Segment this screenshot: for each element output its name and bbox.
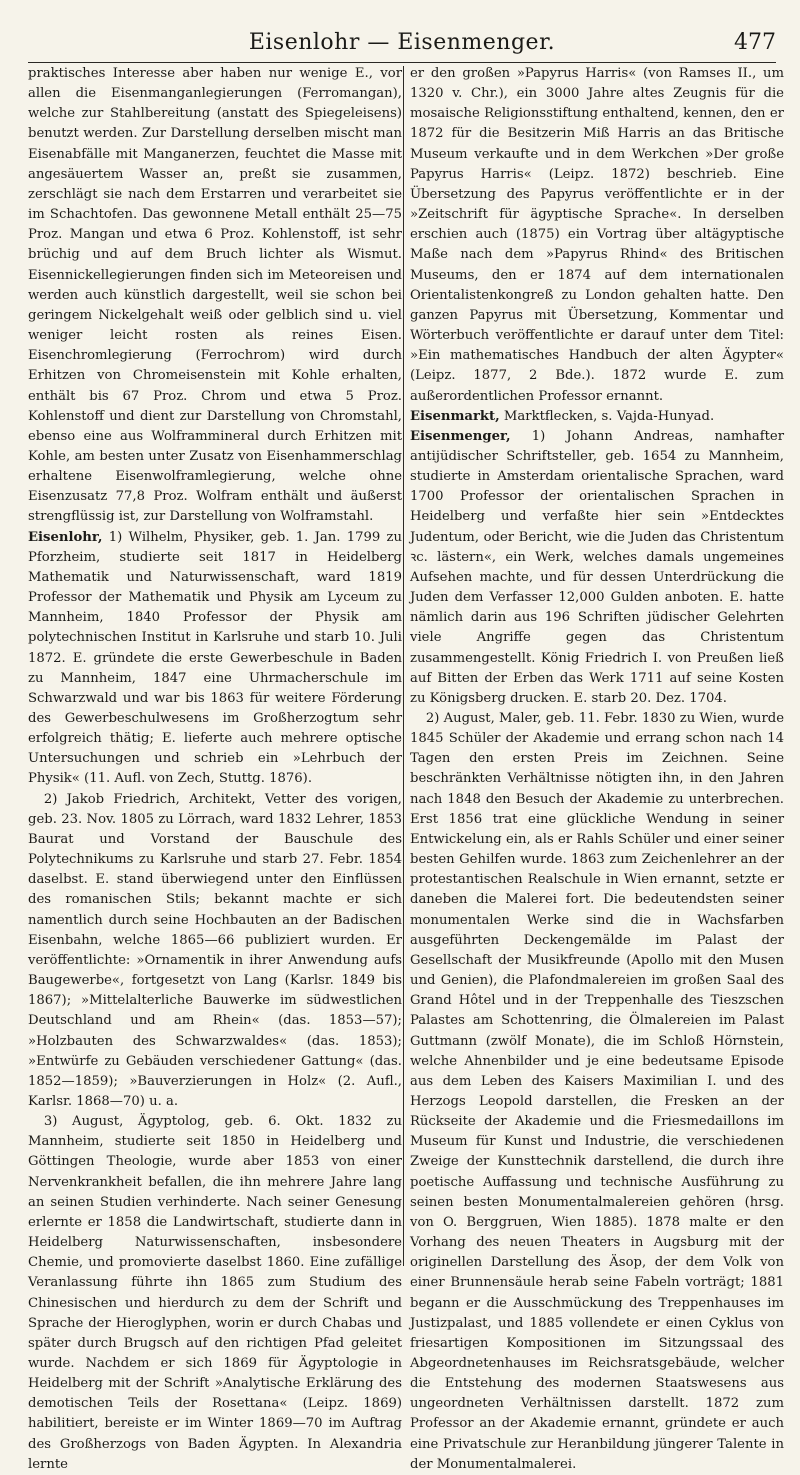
entry-eisenmarkt-text: Marktflecken, s. Vajda-Hunyad. — [499, 408, 715, 424]
header-rule — [28, 62, 776, 63]
entry-eisenmenger — [410, 427, 784, 709]
running-head: Eisenlohr — Eisenmenger. — [248, 30, 556, 55]
headword-eisenmenger: Eisenmenger, — [410, 428, 511, 444]
article-continuation-right: er den großen »Papyrus Harris« (von Ramses II., um 1320 v. Chr.), ein 3000 Jahre altes Zeugnis für die mosaische Religionsstiftung enthaltend, kennen, den er 1872 für die Besitzerin Miß Harris an das Britische Museum verkaufte und in dem Werkchen »Der große Papyrus Harris« (Leipz. 1872) beschrieb. Eine Übersetzung des Papyrus veröffentlichte er in der »Zeitschrift für ägyptische Sprache«. In derselben erschien auch (1875) ein Vortrag über altägyptische Maße nach dem »Papyrus Rhind« des Britischen Museums, den er 1874 auf dem internationalen Orientalistenkongreß zu London gehalten hatte. Den ganzen Papyrus mit Übersetzung, Kommentar und Wörterbuch veröffentlichte er darauf unter dem Titel: »Ein mathematisches Handbuch der alten Ägypter« (Leipz. 1877, 2 Bde.). 1872 wurde E. zum außerordentlichen Professor ernannt. — [410, 66, 784, 404]
entry-eisenlohr — [28, 528, 402, 790]
entry-eisenmenger-2: 2) August, Maler, geb. 11. Febr. 1830 zu Wien, wurde 1845 Schüler der Akademie und errang schon nach 14 Tagen den ersten Preis im Zeichnen. Seine beschränkten Verhältnisse nötigten ihn, in den Jahren nach 1848 den Besuch der Akademie zu unterbrechen. Erst 1856 trat eine glückliche Wendung in seiner Entwickelung ein, als er Rahls Schüler und einer seiner besten Gehilfen wurde. 1863 zum Zeichenlehrer an der protestantischen Realschule in Wien ernannt, setzte er daneben die Malerei fort. Die bedeutendsten seiner monumentalen Werke sind die in Wachsfarben ausgeführten Deckengemälde im Palast der Gesellschaft der Musikfreunde (Apollo mit den Musen und Genien), die Plafondmalereien im großen Saal des Grand Hôtel und in der Treppenhalle des Tieszschen Palastes am Schottenring, die Ölmalereien im Palast Guttmann (zwölf Monate), die im Schloß Hörnstein, welche Ahnenbilder und je eine bedeutsame Episode aus dem Leben des Kaisers Maximilian I. und des Herzogs Leopold darstellen, die Fresken an der Rückseite der Akademie und die Friesmedaillons im Museum für Kunst und Industrie, die verschiedenen Zweige der Kunsttechnik darstellend, die durch ihre poetische Auffassung und technische Ausführung zu seinen besten Monumentalmalereien gehören (hrsg. von O. Berggruen, Wien 1885). 1878 malte er den Vorhang des neuen Theaters in Augsburg mit der originellen Darstellung des Äsop, der dem Volk von einer Brunnensäule herab seine Fabeln vorträgt; 1881 begann er die Ausschmückung des Treppenhauses im Justizpalast, und 1885 vollendete er einen Cyklus von friesartigen Kompositionen im Sitzungssaal des Abgeordnetenhauses im Reichsratsgebäude, welcher die Entstehung des modernen Staatswesens aus ungeordneten Verhältnissen darstellt. 1872 zum Professor an der Akademie ernannt, gründete er auch eine Privatschule zur Heranbildung jüngerer Talente in der Monumentalmalerei. — [410, 711, 784, 1472]
headword-eisenmarkt: Eisenmarkt, — [410, 408, 500, 424]
entry-eisenmarkt — [410, 407, 784, 427]
headword-eisenlohr: Eisenlohr, — [28, 529, 103, 545]
column-divider — [403, 66, 404, 1266]
right-column — [410, 64, 784, 1475]
page-header — [28, 26, 776, 66]
article-continuation: praktisches Interesse aber haben nur wenige E., vor allen die Eisenmanganlegierungen (Ferromangan), welche zur Stahlbereitung (anstatt des Spiegeleisens) benutzt werden. Zur Darstellung derselben mischt man Eisenabfälle mit Manganerzen, feuchtet die Masse mit angesäuertem Wasser an, preßt sie zusammen, zerschlägt sie nach dem Erstarren und verarbeitet sie im Schachtofen. Das gewonnene Metall enthält 25—75 Proz. Mangan und etwa 6 Proz. Kohlenstoff, ist sehr brüchig und auf dem Bruch lichter als Wismut. Eisennickellegierungen finden sich im Meteoreisen und werden auch künstlich dargestellt, weil sie schon bei geringem Nickelgehalt weiß oder gelblich sind u. viel weniger leicht rosten als reines Eisen. Eisenchromlegierung (Ferrochrom) wird durch Erhitzen von Chromeisenstein mit Kohle erhalten, enthält bis 67 Proz. Chrom und etwa 5 Proz. Kohlenstoff und dient zur Darstellung von Chromstahl, ebenso eine aus Wolframmineral durch Erhitzen mit Kohle, am besten unter Zusatz von Eisenhammerschlag erhaltene Eisenwolframlegierung, welche ohne Eisenzusatz 77,8 Proz. Wolfram enthält und äußerst strengflüssig ist, zur Darstellung von Wolframstahl. — [28, 66, 402, 525]
entry-eisenlohr-2: 2) Jakob Friedrich, Architekt, Vetter des vorigen, geb. 23. Nov. 1805 zu Lörrach, ward 1832 Lehrer, 1853 Baurat und Vorstand der Bauschule des Polytechnikums zu Karlsruhe und starb 27. Febr. 1854 daselbst. E. stand überwiegend unter den Einflüssen des romanischen Stils; bekannt machte er sich namentlich durch seine Hochbauten an der Badischen Eisenbahn, welche 1865—66 publiziert wurden. Er veröffentlichte: »Ornamentik in ihrer Anwendung aufs Baugewerbe«, fortgesetzt von Lang (Karlsr. 1849 bis 1867); »Mittelalterliche Bauwerke im südwestlichen Deutschland und am Rhein« (das. 1853—57); »Holzbauten des Schwarzwaldes« (das. 1853); »Entwürfe zu Gebäuden verschiedener Gattung« (das. 1852—1859); »Bauverzierungen in Holz« (2. Aufl., Karlsr. 1868—70) u. a. — [28, 791, 402, 1109]
entry-eisenlohr-3: 3) August, Ägyptolog, geb. 6. Okt. 1832 zu Mannheim, studierte seit 1850 in Heidelberg und Göttingen Theologie, wurde aber 1853 von einer Nervenkrankheit befallen, die ihn mehrere Jahre lang an seinen Studien verhinderte. Nach seiner Genesung erlernte er 1858 die Landwirtschaft, studierte dann in Heidelberg Naturwissenschaften, insbesondere Chemie, und promovierte daselbst 1860. Eine zufällige Veranlassung führte ihn 1865 zum Studium des Chinesischen und hierdurch zu dem der Schrift und Sprache der Hieroglyphen, worin er durch Chabas und später durch Brugsch auf den richtigen Pfad geleitet wurde. Nachdem er sich 1869 für Ägyptologie in Heidelberg mit der Schrift »Analytische Erklärung des demotischen Teils der Rosettana« (Leipz. 1869) habilitiert, bereiste er im Winter 1869—70 im Auftrag des Großherzogs von Baden Ägypten. In Alexandria lernte — [28, 1114, 402, 1472]
left-column — [28, 64, 402, 1475]
page-number: 477 — [734, 30, 776, 55]
entry-eisenlohr-1-text: 1) Wilhelm, Physiker, geb. 1. Jan. 1799 zu Pforzheim, studierte seit 1817 in Heidelberg Mathematik und Naturwissenschaft, ward 1819 Professor der Mathematik und Physik am Lyceum zu Mannheim, 1840 Professor der Physik am polytechnischen Institut in Karlsruhe und starb 10. Juli 1872. E. gründete die erste Gewerbeschule in Baden zu Mannheim, 1847 eine Uhrmacherschule im Schwarzwald und war bis 1863 für weitere Förderung des Gewerbeschulwesens im Großherzogtum sehr erfolgreich thätig; E. lieferte auch mehrere optische Untersuchungen und schrieb ein »Lehrbuch der Physik« (11. Aufl. von Zech, Stuttg. 1876). — [28, 529, 402, 787]
entry-eisenmenger-1-text: 1) Johann Andreas, namhafter antijüdischer Schriftsteller, geb. 1654 zu Mannheim, studierte in Amsterdam orientalische Sprachen, ward 1700 Professor der orientalischen Sprachen in Heidelberg und verfaßte hier sein »Entdecktes Judentum, oder Bericht, wie die Juden das Christentum ꝛc. lästern«, ein Werk, welches damals ungemeines Aufsehen machte, und für dessen Unterdrückung die Juden dem Verfasser 12,000 Gulden anboten. E. hatte nämlich darin aus 196 Schriften jüdischer Gelehrten viele Angriffe gegen das Christentum zusammengestellt. König Friedrich I. von Preußen ließ auf Bitten der Erben das Werk 1711 auf seine Kosten zu Königsberg drucken. E. starb 20. Dez. 1704. — [410, 428, 784, 706]
